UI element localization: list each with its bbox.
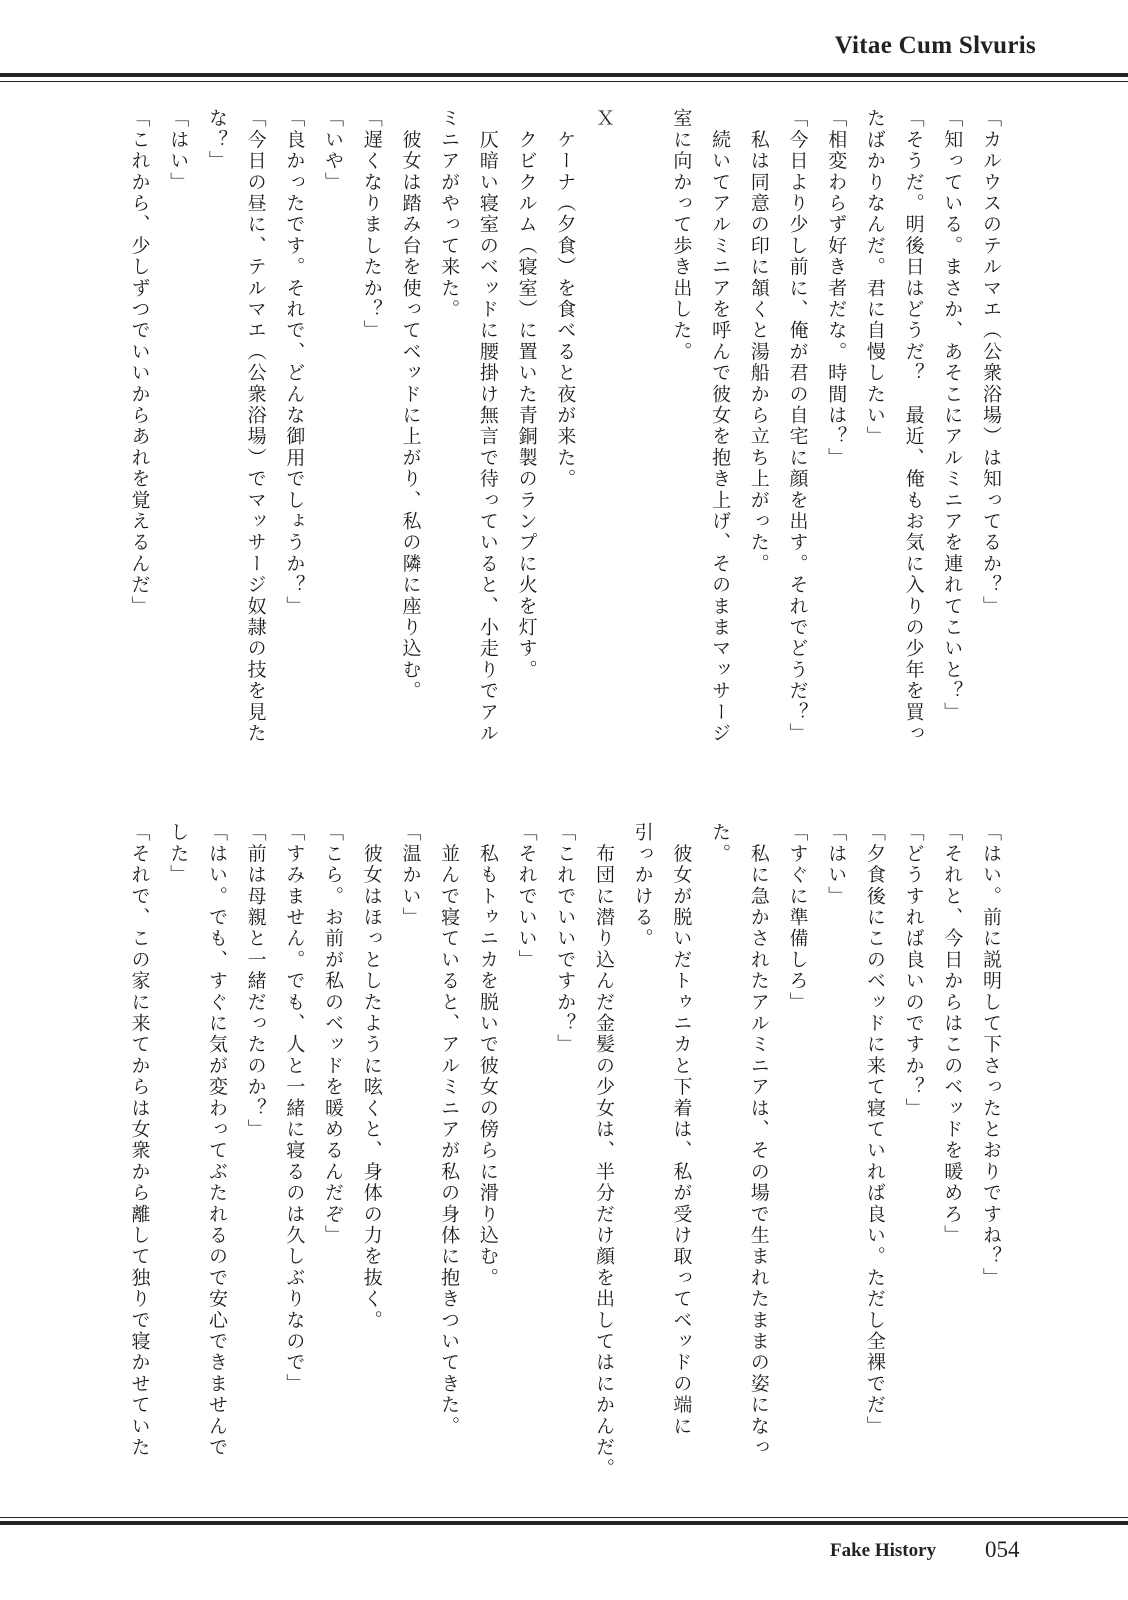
text-line: Ｘ xyxy=(592,108,615,130)
text-line: 「良かったです。それで、どんな御用でしょうか？」 xyxy=(283,108,306,617)
text-line xyxy=(623,108,662,708)
text-line: 「それで、この家に来てからは女衆から離して独りで寝かせていた xyxy=(128,822,151,1458)
text-line: 「遅くなりましたか？」 xyxy=(360,108,383,342)
text-line: ケーナ（夕食）を食べると夜が来た。 xyxy=(554,108,577,490)
text-line: 「相変わらず好き者だな。時間は？」 xyxy=(825,108,848,469)
text-line: 「そうだ。明後日はどうだ？ 最近、俺もお気に入りの少年を買っ xyxy=(902,108,925,745)
text-line: 私もトゥニカを脱いで彼女の傍らに滑り込む。 xyxy=(476,822,499,1289)
text-line: 「前は母親と一緒だったのか？」 xyxy=(244,822,267,1140)
text-line: 続いてアルミニアを呼んで彼女を抱き上げ、そのままマッサージ xyxy=(709,108,732,744)
text-line: 「はい。でも、すぐに気が変わってぶたれるので安心できませんで xyxy=(205,822,228,1458)
text-line: クビクルム（寝室）に置いた青銅製のランプに火を灯す。 xyxy=(515,108,538,681)
text-line: 並んで寝ていると、アルミニアが私の身体に抱きついてきた。 xyxy=(438,822,461,1437)
text-line: たばかりなんだ。君に自慢したい」 xyxy=(863,108,886,448)
text-line: 私に急かされたアルミニアは、その場で生まれたままの姿になっ xyxy=(747,822,770,1458)
footer-book-title: Fake History xyxy=(830,1540,937,1561)
text-line: 「こら。お前が私のベッドを暖めるんだぞ」 xyxy=(322,822,345,1246)
text-line: 引っかける。 xyxy=(631,822,654,950)
text-line: 「カルウスのテルマエ（公衆浴場）は知ってるか？」 xyxy=(980,108,1002,617)
text-block-bottom xyxy=(120,822,1010,1480)
text-line: 「今日より少し前に、俺が君の自宅に顔を出す。それでどうだ？」 xyxy=(786,108,809,744)
footer-rule-thin xyxy=(0,1517,1128,1518)
text-line: 「これでいいですか？」 xyxy=(554,822,577,1056)
text-block-top xyxy=(120,108,1010,745)
text-line: た。 xyxy=(709,822,732,865)
text-line: 「これから、少しずつでいいからあれを覚えるんだ」 xyxy=(128,108,151,617)
text-line: 仄暗い寝室のベッドに腰掛け無言で待っていると、小走りでアル xyxy=(476,108,499,744)
text-line: 「はい」 xyxy=(825,822,848,907)
footer-rule-thick xyxy=(0,1521,1128,1525)
page-number: 054 xyxy=(985,1537,1020,1562)
header-rule-thick xyxy=(0,73,1128,77)
text-line: 「すぐに準備しろ」 xyxy=(786,822,809,1013)
text-line: ミニアがやって来た。 xyxy=(438,108,461,320)
text-line: 「それでいい」 xyxy=(515,822,538,971)
text-line: 彼女は踏み台を使ってベッドに上がり、私の隣に座り込む。 xyxy=(399,108,422,702)
text-line: 私は同意の印に頷くと湯船から立ち上がった。 xyxy=(747,108,770,575)
text-line: 「今日の昼に、テルマエ（公衆浴場）でマッサージ奴隷の技を見た xyxy=(244,108,267,744)
text-line: 彼女が脱いだトゥニカと下着は、私が受け取ってベッドの端に xyxy=(670,822,693,1437)
text-line: 「知っている。まさか、あそこにアルミニアを連れてこいと？」 xyxy=(941,108,964,723)
text-line: 室に向かって歩き出した。 xyxy=(670,108,693,363)
text-line: 「どうすれば良いのですか？」 xyxy=(902,822,925,1119)
text-line: 「夕食後にこのベッドに来て寝ていれば良い。ただし全裸でだ」 xyxy=(863,822,886,1437)
text-line: 「それと、今日からはこのベッドを暖めろ」 xyxy=(941,822,964,1246)
header-title: Vitae Cum Slvuris xyxy=(834,32,1036,59)
text-line: 「温かい」 xyxy=(399,822,422,928)
text-line: 「いや」 xyxy=(322,108,345,193)
text-line: 彼女はほっとしたように呟くと、身体の力を抜く。 xyxy=(360,822,383,1331)
header-rule-thin xyxy=(0,81,1128,82)
text-line: 「すみません。でも、人と一緒に寝るのは久しぶりなので」 xyxy=(283,822,306,1395)
text-line: 布団に潜り込んだ金髪の少女は、半分だけ顔を出してはにかんだ。 xyxy=(592,822,615,1480)
text-line: な？」 xyxy=(205,108,228,172)
text-line: 「はい」 xyxy=(167,108,190,193)
text-line: 「はい。前に説明して下さったとおりですね？」 xyxy=(980,822,1002,1289)
text-line: した」 xyxy=(167,822,190,886)
